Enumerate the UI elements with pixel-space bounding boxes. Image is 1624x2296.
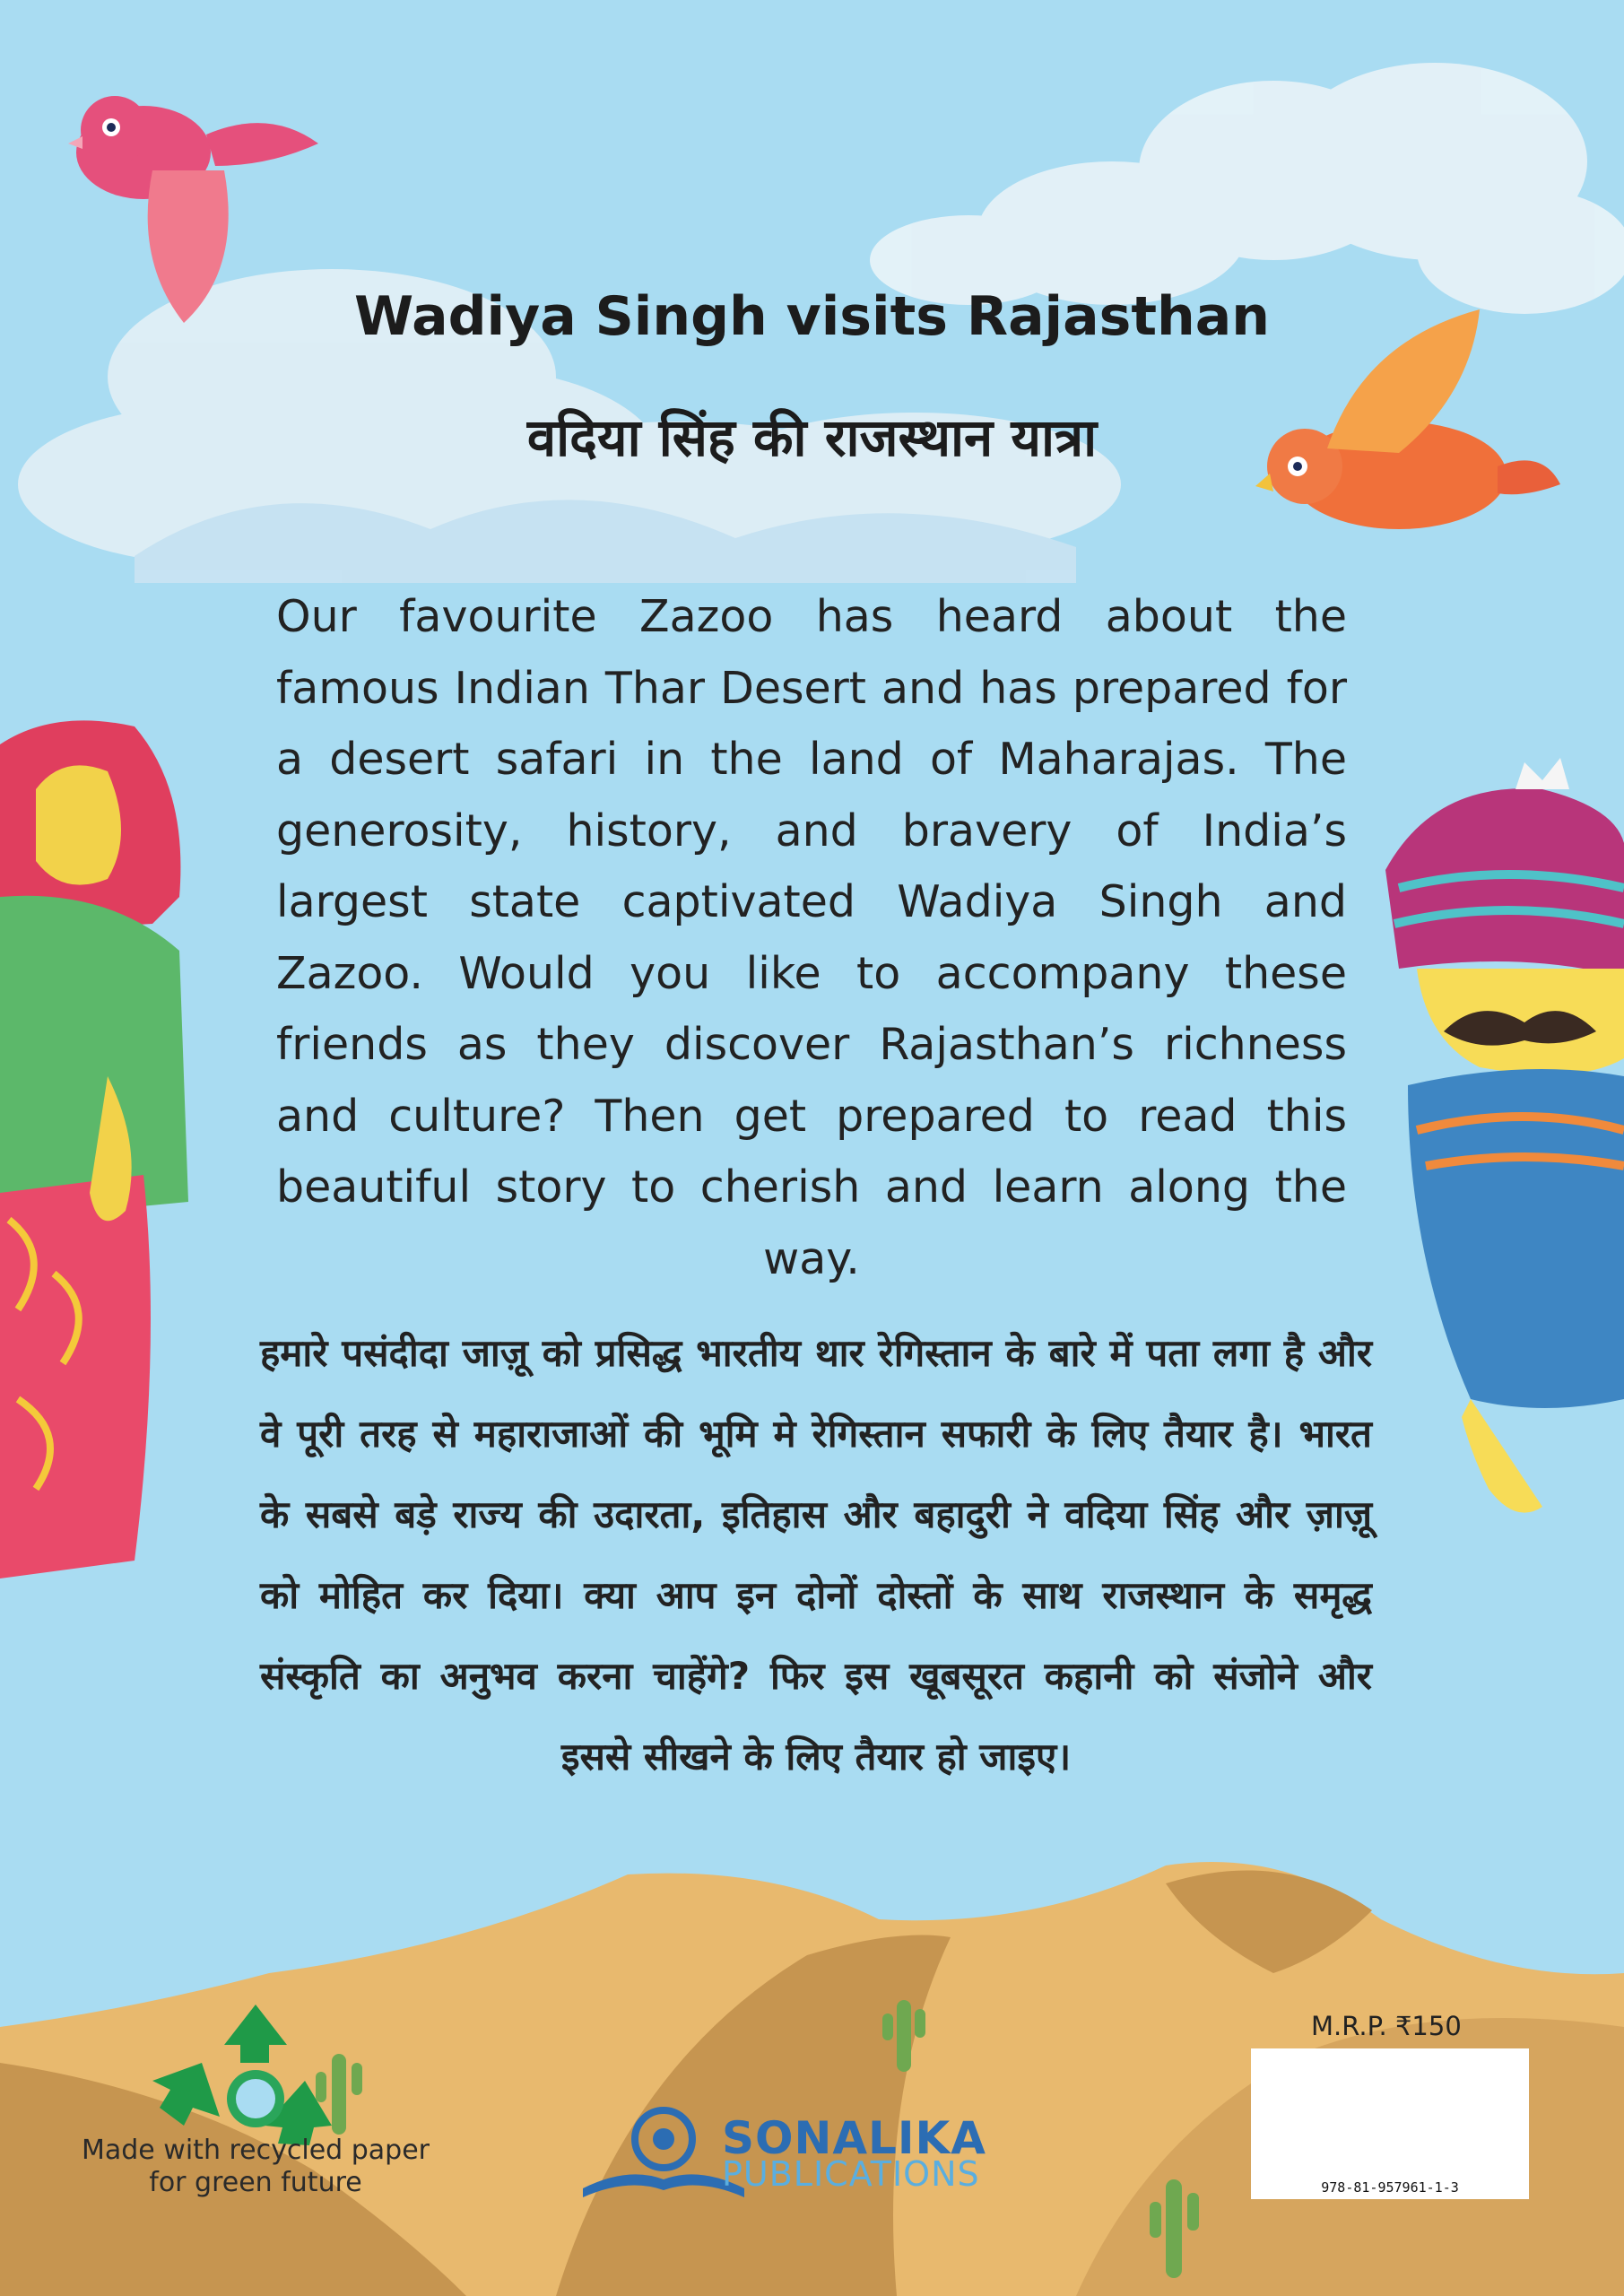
blurb-english: Our favourite Zazoo has heard about the famous Indian Thar Desert and has prepared for a desert safari in the land of Maharajas. The generosity, history, and bravery of India’s largest state captivated Wadiya Singh and Zazoo. Would you like to accompany these friends as they discover Rajasthan’s richness and culture? Then get prepared to read this beautiful story to cherish and learn along the way.	[276, 591, 1347, 1284]
isbn-number: 978-81-957961-1-3	[1321, 2179, 1459, 2196]
price-label: M.R.P. ₹150	[1311, 2011, 1462, 2041]
publisher-name: SONALIKA	[722, 2112, 986, 2164]
publisher-subtitle: PUBLICATIONS	[722, 2154, 980, 2194]
book-title-hindi: वदिया सिंह की राजस्थान यात्रा	[526, 407, 1098, 468]
blurb-hindi: हमारे पसंदीदा जाज़ू को प्रसिद्ध भारतीय थार रेगिस्तान के बारे में पता लगा है और वे पूरी तरह से महाराजाओं की भूमि मे रेगिस्तान सफारी के लिए तैयार है। भारत के सबसे बड़े राज्य की उदारता, इतिहास और बहादुरी ने वदिया सिंह और ज़ाज़ू को मोहित कर दिया। क्या आप इन दोनों दोस्तों के साथ राजस्थान के समृद्ध संस्कृति का अनुभव करना चाहेंगे? फिर इस खूबसूरत कहानी को संजोने और इससे सीखने के लिए तैयार हो जाइए।	[260, 1331, 1372, 1779]
barcode-container	[1251, 2048, 1529, 2199]
recycle-caption: Made with recycled paper for green future	[82, 2135, 430, 2198]
book-title-english: Wadiya Singh visits Rajasthan	[354, 285, 1270, 348]
